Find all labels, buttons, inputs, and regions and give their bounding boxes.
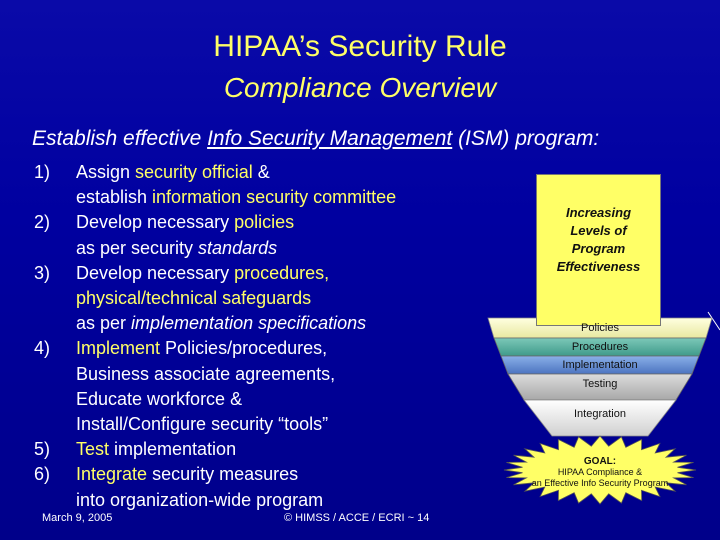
list-item-line [76, 160, 474, 185]
goal-label [520, 456, 680, 489]
effectiveness-label [536, 204, 661, 276]
text-segment: policies [234, 212, 295, 233]
list-item [34, 437, 474, 462]
footer-copyright: © HIMSS / ACCE / ECRI ~ 14 [284, 512, 430, 524]
list-item-line [76, 362, 474, 387]
list-item [34, 336, 474, 437]
list-item-number: 1) [34, 162, 51, 182]
box-line-3: Program [571, 241, 626, 256]
list-item-number: 2) [34, 212, 51, 233]
text-segment: security official [135, 162, 253, 182]
list-item-line [76, 261, 474, 286]
goal-line-1: HIPAA Compliance & [557, 467, 643, 477]
list-item-line [76, 210, 474, 235]
text-segment: into organization-wide program [76, 489, 324, 510]
list-item-text [76, 160, 474, 210]
slide-title: HIPAA’s Security Rule [213, 30, 507, 63]
list-item-line [76, 286, 474, 311]
list-item-text [76, 437, 474, 462]
list-item-line [76, 185, 474, 210]
layer-label-implementation: Implementation [562, 359, 638, 371]
layer-label-policies: Policies [581, 322, 619, 334]
list-item-number: 5) [34, 439, 51, 460]
text-segment: Policies/procedures, [160, 338, 328, 359]
box-line-2: Levels of [570, 223, 627, 238]
text-segment: Educate workforce & [76, 388, 243, 409]
list-item-line [76, 412, 474, 437]
list-item-text [76, 462, 474, 512]
text-segment: standards [198, 237, 278, 258]
list-item-line [76, 488, 474, 513]
text-segment: Develop necessary [76, 212, 235, 233]
list-item-line [76, 236, 474, 261]
text-segment: Assign [76, 162, 136, 182]
text-segment: as per [76, 313, 132, 334]
list-item [34, 462, 474, 512]
text-segment: Develop necessary [76, 262, 235, 283]
text-segment: information security committee [152, 187, 397, 208]
list-item-line [76, 462, 474, 487]
box-line-4: Effectiveness [556, 259, 641, 274]
intro-underlined: Info Security Management [207, 127, 453, 150]
text-segment: establish [76, 187, 153, 208]
list-item [34, 210, 474, 260]
text-segment: as per security [76, 237, 199, 258]
slide-subtitle: Compliance Overview [223, 72, 497, 103]
list-item-line [76, 437, 474, 462]
list-item-number: 4) [34, 338, 51, 359]
layer-label-testing: Testing [582, 378, 618, 390]
list-item [34, 261, 474, 337]
intro-text [32, 127, 720, 151]
list-item-text [76, 336, 474, 437]
text-segment: Install/Configure security “tools” [76, 414, 329, 435]
footer-date: March 9, 2005 [42, 512, 113, 524]
list-item-text [76, 210, 474, 260]
text-segment: implementation [109, 439, 237, 460]
list-item-number: 3) [34, 262, 51, 283]
effectiveness-diagram [480, 168, 720, 538]
layer-label-integration: Integration [574, 408, 626, 420]
steps-list [34, 160, 474, 513]
text-segment: Implement [76, 338, 161, 359]
text-segment: Business associate agreements, [76, 363, 336, 384]
list-item-text [76, 261, 474, 337]
list-item-line [76, 336, 474, 361]
text-segment: Test [76, 439, 110, 460]
list-item [34, 160, 474, 210]
list-item-line [76, 387, 474, 412]
box-line-1: Increasing [565, 205, 632, 220]
goal-line-2: an Effective Info Security Program [531, 478, 669, 488]
list-item-number: 6) [34, 464, 51, 485]
goal-title: GOAL: [583, 456, 617, 467]
text-segment: physical/technical safeguards [76, 288, 312, 309]
intro-post: (ISM) program: [452, 127, 600, 150]
intro-pre: Establish effective [32, 127, 208, 150]
list-item-line [76, 311, 474, 336]
text-segment: procedures, [234, 262, 330, 283]
text-segment: Integrate [76, 464, 148, 485]
text-segment: implementation specifications [131, 313, 367, 334]
text-segment: & [252, 162, 270, 182]
text-segment: security measures [147, 464, 299, 485]
layer-label-procedures: Procedures [571, 341, 629, 353]
